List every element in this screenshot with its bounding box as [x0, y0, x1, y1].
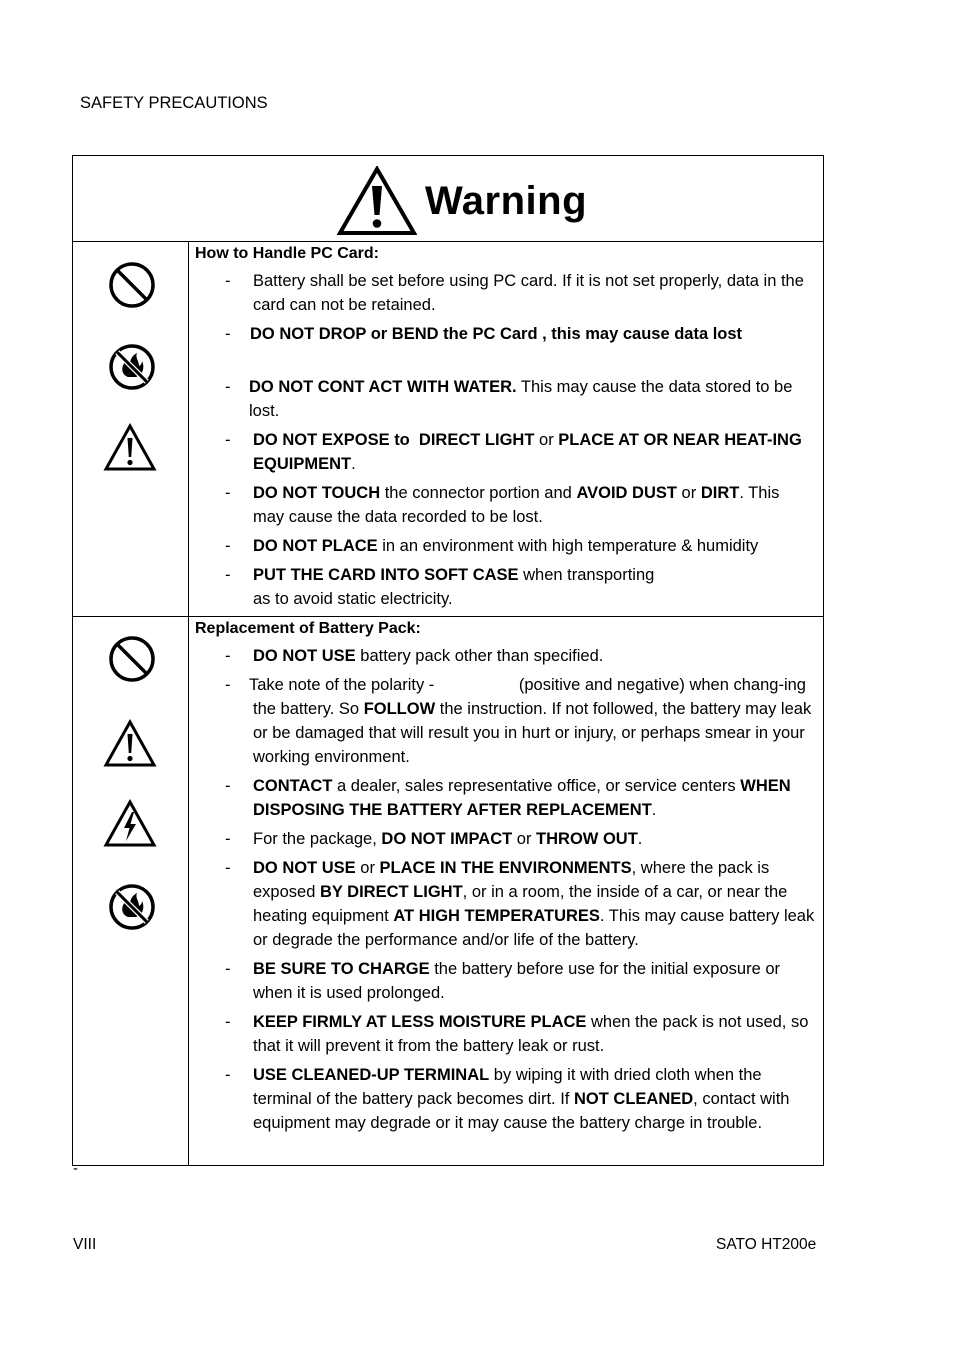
- list-item: - Take note of the polarity - (positive and negative) when chang-ing the battery. So FOLLOW the instruction. If not followed, the battery may leak or be damaged that will result you in hurt or injury, or perhaps smear in your working environment.: [225, 676, 812, 766]
- warning-title-row: [73, 156, 823, 242]
- list-item: - BE SURE TO CHARGE the battery before use for the initial exposure or when it is used prolonged.: [225, 960, 781, 1002]
- section-battery-pack: [73, 617, 823, 1165]
- list-item: - DO NOT EXPOSE to DIRECT LIGHT or PLACE AT OR NEAR HEAT-ING EQUIPMENT.: [225, 431, 802, 473]
- caution-triangle-icon: [103, 423, 157, 473]
- section-battery-pack-text: [189, 617, 823, 1165]
- section-battery-pack-heading: Replacement of Battery Pack:: [195, 620, 421, 637]
- warning-triangle-icon: [337, 166, 417, 236]
- page-section-label: SAFETY PRECAUTIONS: [80, 94, 268, 112]
- list-item: - DO NOT PLACE in an environment with high temperature & humidity: [225, 537, 759, 555]
- list-item: - For the package, DO NOT IMPACT or THROW OUT.: [225, 830, 643, 848]
- warning-box: [72, 155, 824, 1166]
- no-fire-icon: [108, 883, 156, 931]
- section-pc-card-text: [189, 242, 823, 616]
- section-battery-pack-icons: [73, 617, 189, 1165]
- electric-shock-icon: [103, 799, 157, 849]
- prohibition-icon: [108, 261, 156, 309]
- stray-mark: -: [73, 1160, 78, 1177]
- list-item: - KEEP FIRMLY AT LESS MOISTURE PLACE when the pack is not used, so that it will prevent it from the battery leak or rust.: [225, 1013, 809, 1055]
- list-item: - PUT THE CARD INTO SOFT CASE when transporting as to avoid static electricity.: [225, 566, 655, 608]
- list-item: - CONTACT a dealer, sales representative office, or service centers WHEN DISPOSING THE BATTERY AFTER REPLACEMENT.: [225, 777, 791, 819]
- list-item: - DO NOT DROP or BEND the PC Card , this may cause data lost: [225, 325, 743, 343]
- section-pc-card: [73, 242, 823, 617]
- product-name: SATO HT200e: [716, 1236, 817, 1253]
- section-pc-card-heading: How to Handle PC Card:: [195, 245, 380, 262]
- list-item: - Battery shall be set before using PC card. If it is not set properly, data in the card can not be retained.: [225, 272, 804, 314]
- page-number: VIII: [73, 1236, 97, 1253]
- list-item: - DO NOT USE or PLACE IN THE ENVIRONMENTS, where the pack is exposed BY DIRECT LIGHT, or in a room, the inside of a car, or near the heating equipment AT HIGH TEMPERATURES. This may cause battery leak or degrade the performance and/or life of the battery.: [225, 859, 815, 949]
- list-item: - DO NOT TOUCH the connector portion and AVOID DUST or DIRT. This may cause the data recorded to be lost.: [225, 484, 780, 526]
- list-item: - USE CLEANED-UP TERMINAL by wiping it with dried cloth when the terminal of the battery pack becomes dirt. If NOT CLEANED, contact with equipment may degrade or it may cause the battery charge in trouble.: [225, 1066, 790, 1132]
- list-item: - DO NOT CONT ACT WITH WATER. This may cause the data stored to be lost.: [225, 378, 793, 420]
- prohibition-icon: [108, 635, 156, 683]
- section-pc-card-icons: [73, 242, 189, 616]
- caution-triangle-icon: [103, 719, 157, 769]
- warning-title: Warning: [425, 178, 587, 223]
- list-item: - DO NOT USE battery pack other than specified.: [225, 647, 604, 665]
- no-fire-icon: [108, 343, 156, 391]
